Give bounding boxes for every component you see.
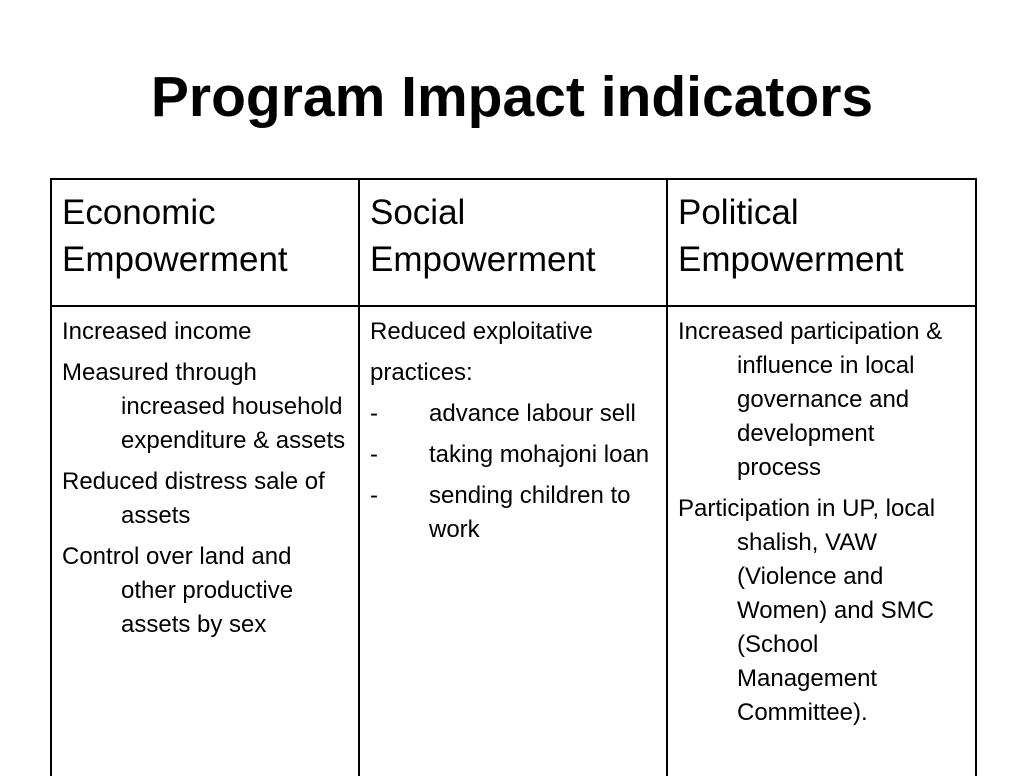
dash-bullet: - [370, 400, 378, 427]
economic-item: Measured through increased household expenditure & assets [62, 359, 346, 454]
social-intro-line-1: Reduced exploitative [370, 318, 593, 345]
slide-title: Program Impact indicators [150, 65, 874, 129]
header-social-empowerment: Social Empowerment [359, 179, 667, 306]
social-cell [359, 306, 667, 776]
economic-cell [51, 306, 359, 776]
header-economic-empowerment: Economic Empowerment [51, 179, 359, 306]
social-item-text: sending children to work [429, 482, 631, 543]
indicators-table [50, 178, 977, 776]
social-list-item [370, 479, 656, 547]
social-item-text: taking mohajoni loan [429, 441, 650, 468]
table-header-row [51, 179, 976, 306]
economic-item: Reduced distress sale of assets [62, 468, 325, 529]
political-item: Increased participation & influence in local governance and development process [678, 318, 943, 481]
dash-bullet: - [370, 482, 378, 509]
economic-item: Increased income [62, 318, 252, 345]
social-intro-line-2: practices: [370, 359, 473, 386]
header-political-empowerment: Political Empowerment [667, 179, 976, 306]
social-list-item [370, 397, 656, 431]
dash-bullet: - [370, 441, 378, 468]
social-list-item [370, 438, 656, 472]
economic-item: Control over land and other productive assets by sex [62, 543, 294, 638]
political-cell [667, 306, 976, 776]
social-item-text: advance labour sell [429, 400, 636, 427]
table-body-row [51, 306, 976, 776]
political-item: Participation in UP, local shalish, VAW (Violence and Women) and SMC (School Management Committee). [678, 495, 936, 726]
